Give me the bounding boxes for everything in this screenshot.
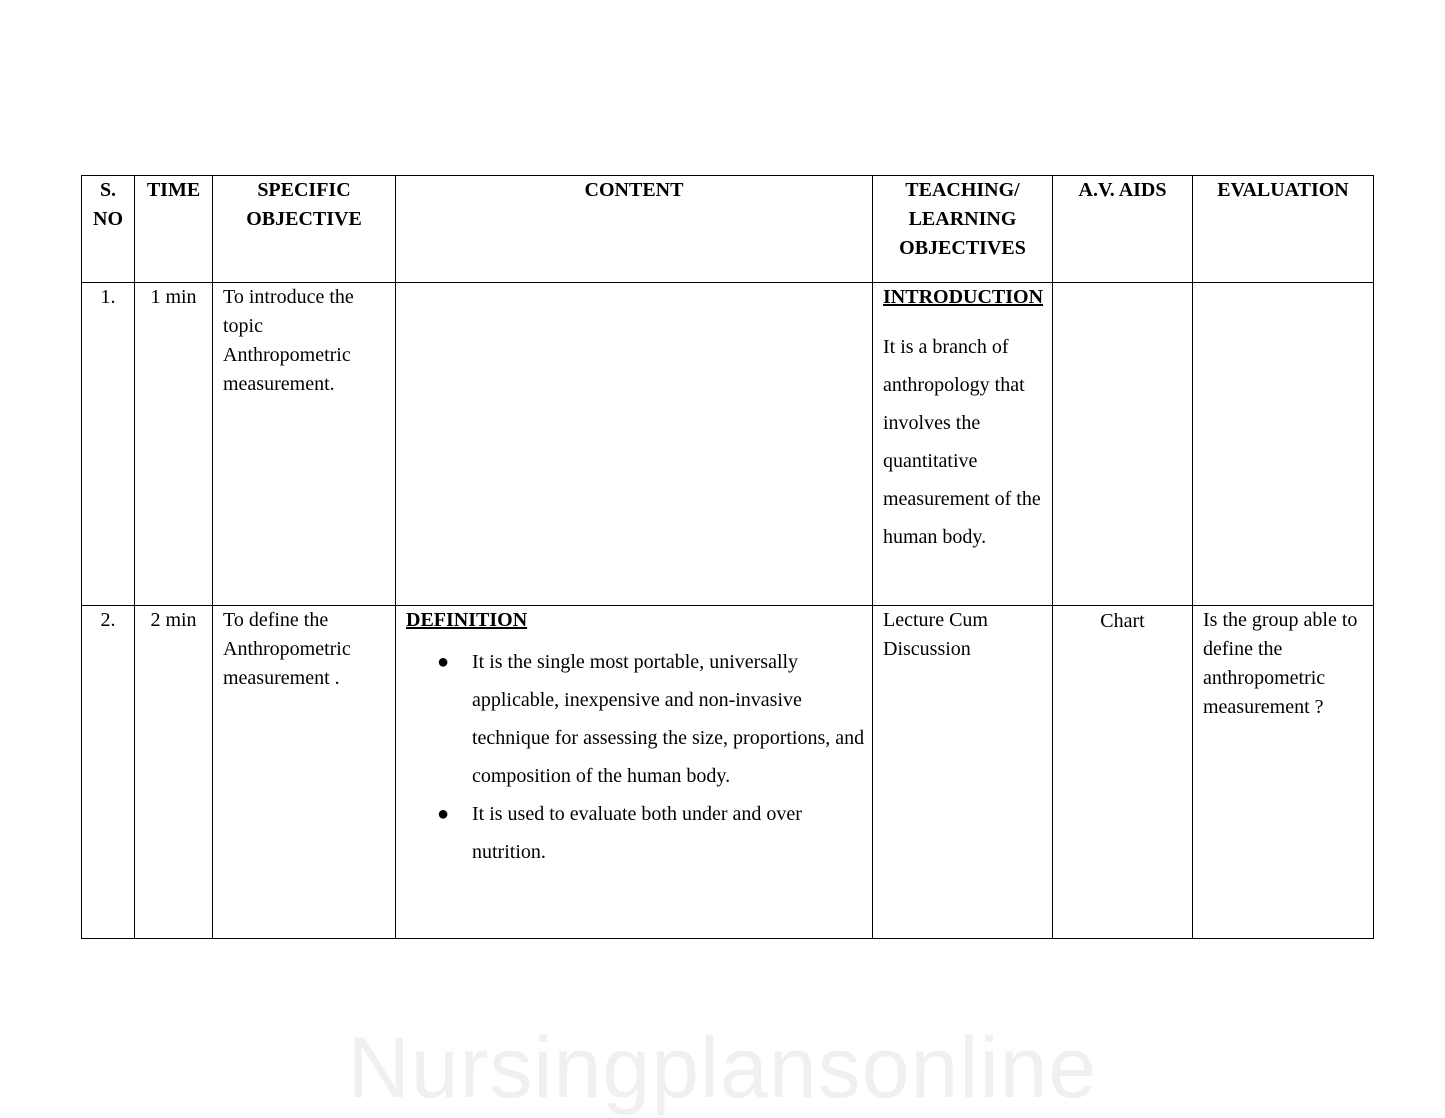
header-content: CONTENT — [396, 176, 873, 283]
list-item: ● It is used to evaluate both under and over nutrition. — [472, 795, 866, 871]
header-sno: S. NO — [82, 176, 135, 283]
definition-heading: DEFINITION — [406, 609, 528, 631]
table-row — [82, 283, 1374, 606]
bullet-icon: ● — [437, 803, 450, 825]
header-evaluation: EVALUATION — [1193, 176, 1374, 283]
header-time: TIME — [135, 176, 213, 283]
row-objective: To define the Anthropometric measurement . — [213, 606, 396, 939]
row-content — [396, 283, 873, 606]
row-evaluation — [1193, 283, 1374, 606]
header-teaching-learning: TEACHING/ LEARNING OBJECTIVES — [873, 176, 1053, 283]
row-time: 1 min — [135, 283, 213, 606]
row-sno: 1. — [82, 283, 135, 606]
list-item: ● It is the single most portable, universally applicable, inexpensive and non-invasive technique for assessing the size, proportions, and composition of the human body. — [472, 643, 866, 795]
lesson-plan-table — [81, 175, 1374, 939]
row-sno: 2. — [82, 606, 135, 939]
row-objective: To introduce the topic Anthropometric measurement. — [213, 283, 396, 606]
row-time: 2 min — [135, 606, 213, 939]
row-evaluation: Is the group able to define the anthropometric measurement ? — [1193, 606, 1374, 939]
row-av-aids: Chart — [1053, 606, 1193, 939]
watermark-text: Nursingplansonline — [347, 1020, 1098, 1116]
header-av-aids: A.V. AIDS — [1053, 176, 1193, 283]
row-av-aids — [1053, 283, 1193, 606]
table-row — [82, 606, 1374, 939]
bullet-icon: ● — [437, 651, 450, 673]
definition-list — [406, 643, 866, 871]
introduction-heading: INTRODUCTION — [883, 286, 1044, 308]
row-teaching: Lecture Cum Discussion — [873, 606, 1053, 939]
row-content — [396, 606, 873, 939]
header-specific-objective: SPECIFIC OBJECTIVE — [213, 176, 396, 283]
introduction-text: It is a branch of anthropology that involves the quantitative measurement of the human body. — [883, 336, 1041, 548]
row-teaching — [873, 283, 1053, 606]
table-header-row — [82, 176, 1374, 283]
